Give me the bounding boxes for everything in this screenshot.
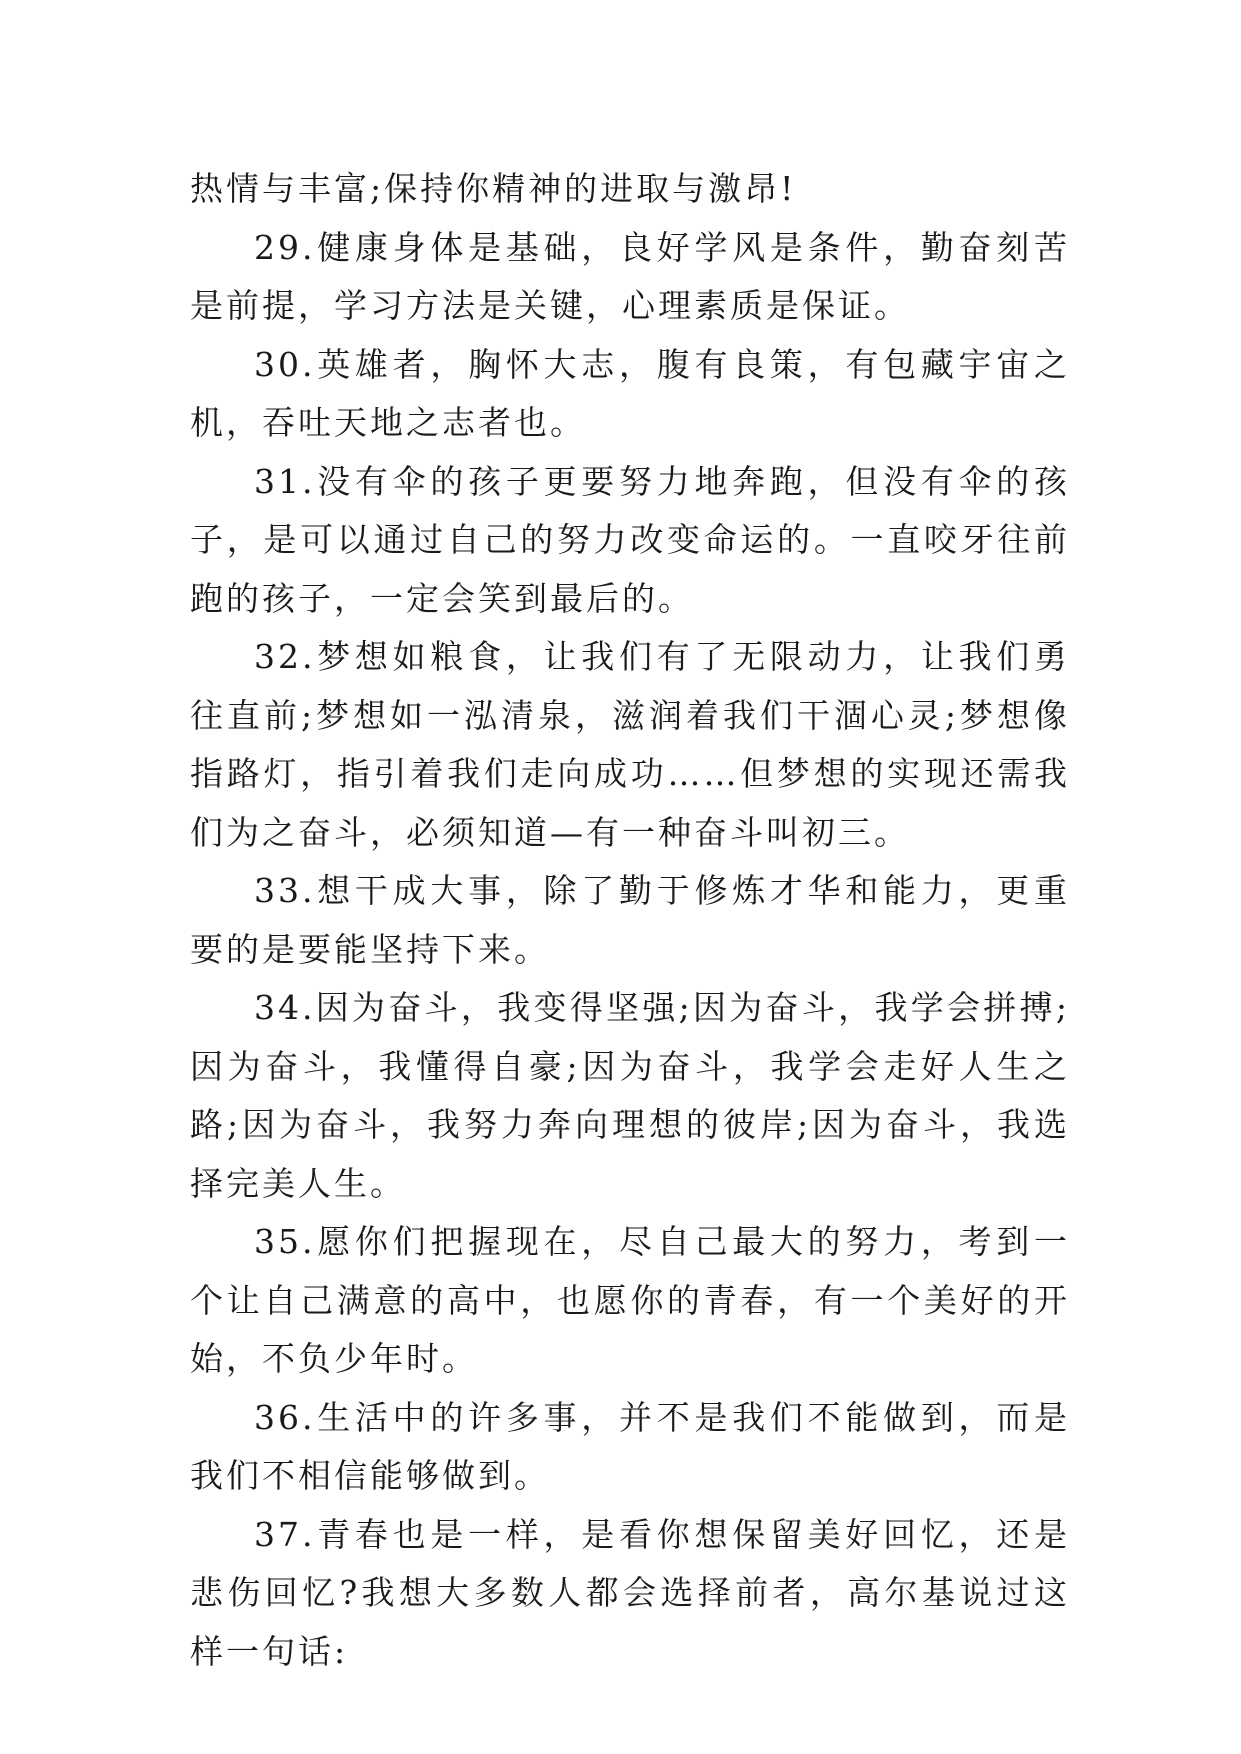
paragraph-37: 37.青春也是一样，是看你想保留美好回忆，还是悲伤回忆?我想大多数人都会选择前者，高尔基说过这样一句话: bbox=[190, 1514, 1070, 1671]
paragraph-31: 31.没有伞的孩子更要努力地奔跑，但没有伞的孩子，是可以通过自己的努力改变命运的。一直咬牙往前跑的孩子，一定会笑到最后的。 bbox=[190, 461, 1070, 618]
document-body bbox=[190, 160, 1070, 1681]
paragraph-29: 29.健康身体是基础，良好学风是条件，勤奋刻苦是前提，学习方法是关键，心理素质是保证。 bbox=[190, 227, 1070, 325]
paragraph-33: 33.想干成大事，除了勤于修炼才华和能力，更重要的是要能坚持下来。 bbox=[190, 871, 1070, 969]
paragraph-32: 32.梦想如粮食，让我们有了无限动力，让我们勇往直前;梦想如一泓清泉，滋润着我们干涸心灵;梦想像指路灯，指引着我们走向成功……但梦想的实现还需我们为之奋斗，必须知道—有一种奋斗叫初三。 bbox=[190, 637, 1070, 852]
paragraph-35: 35.愿你们把握现在，尽自己最大的努力，考到一个让自己满意的高中，也愿你的青春，有一个美好的开始，不负少年时。 bbox=[190, 1222, 1070, 1378]
paragraph-34: 34.因为奋斗，我变得坚强;因为奋斗，我学会拼搏;因为奋斗，我懂得自豪;因为奋斗，我学会走好人生之路;因为奋斗，我努力奔向理想的彼岸;因为奋斗，我选择完美人生。 bbox=[190, 988, 1070, 1203]
paragraph-36: 36.生活中的许多事，并不是我们不能做到，而是我们不相信能够做到。 bbox=[190, 1397, 1070, 1495]
paragraph-continuation: 热情与丰富;保持你精神的进取与激昂! bbox=[190, 169, 797, 208]
paragraph-30: 30.英雄者，胸怀大志，腹有良策，有包藏宇宙之机，吞吐天地之志者也。 bbox=[190, 344, 1070, 442]
